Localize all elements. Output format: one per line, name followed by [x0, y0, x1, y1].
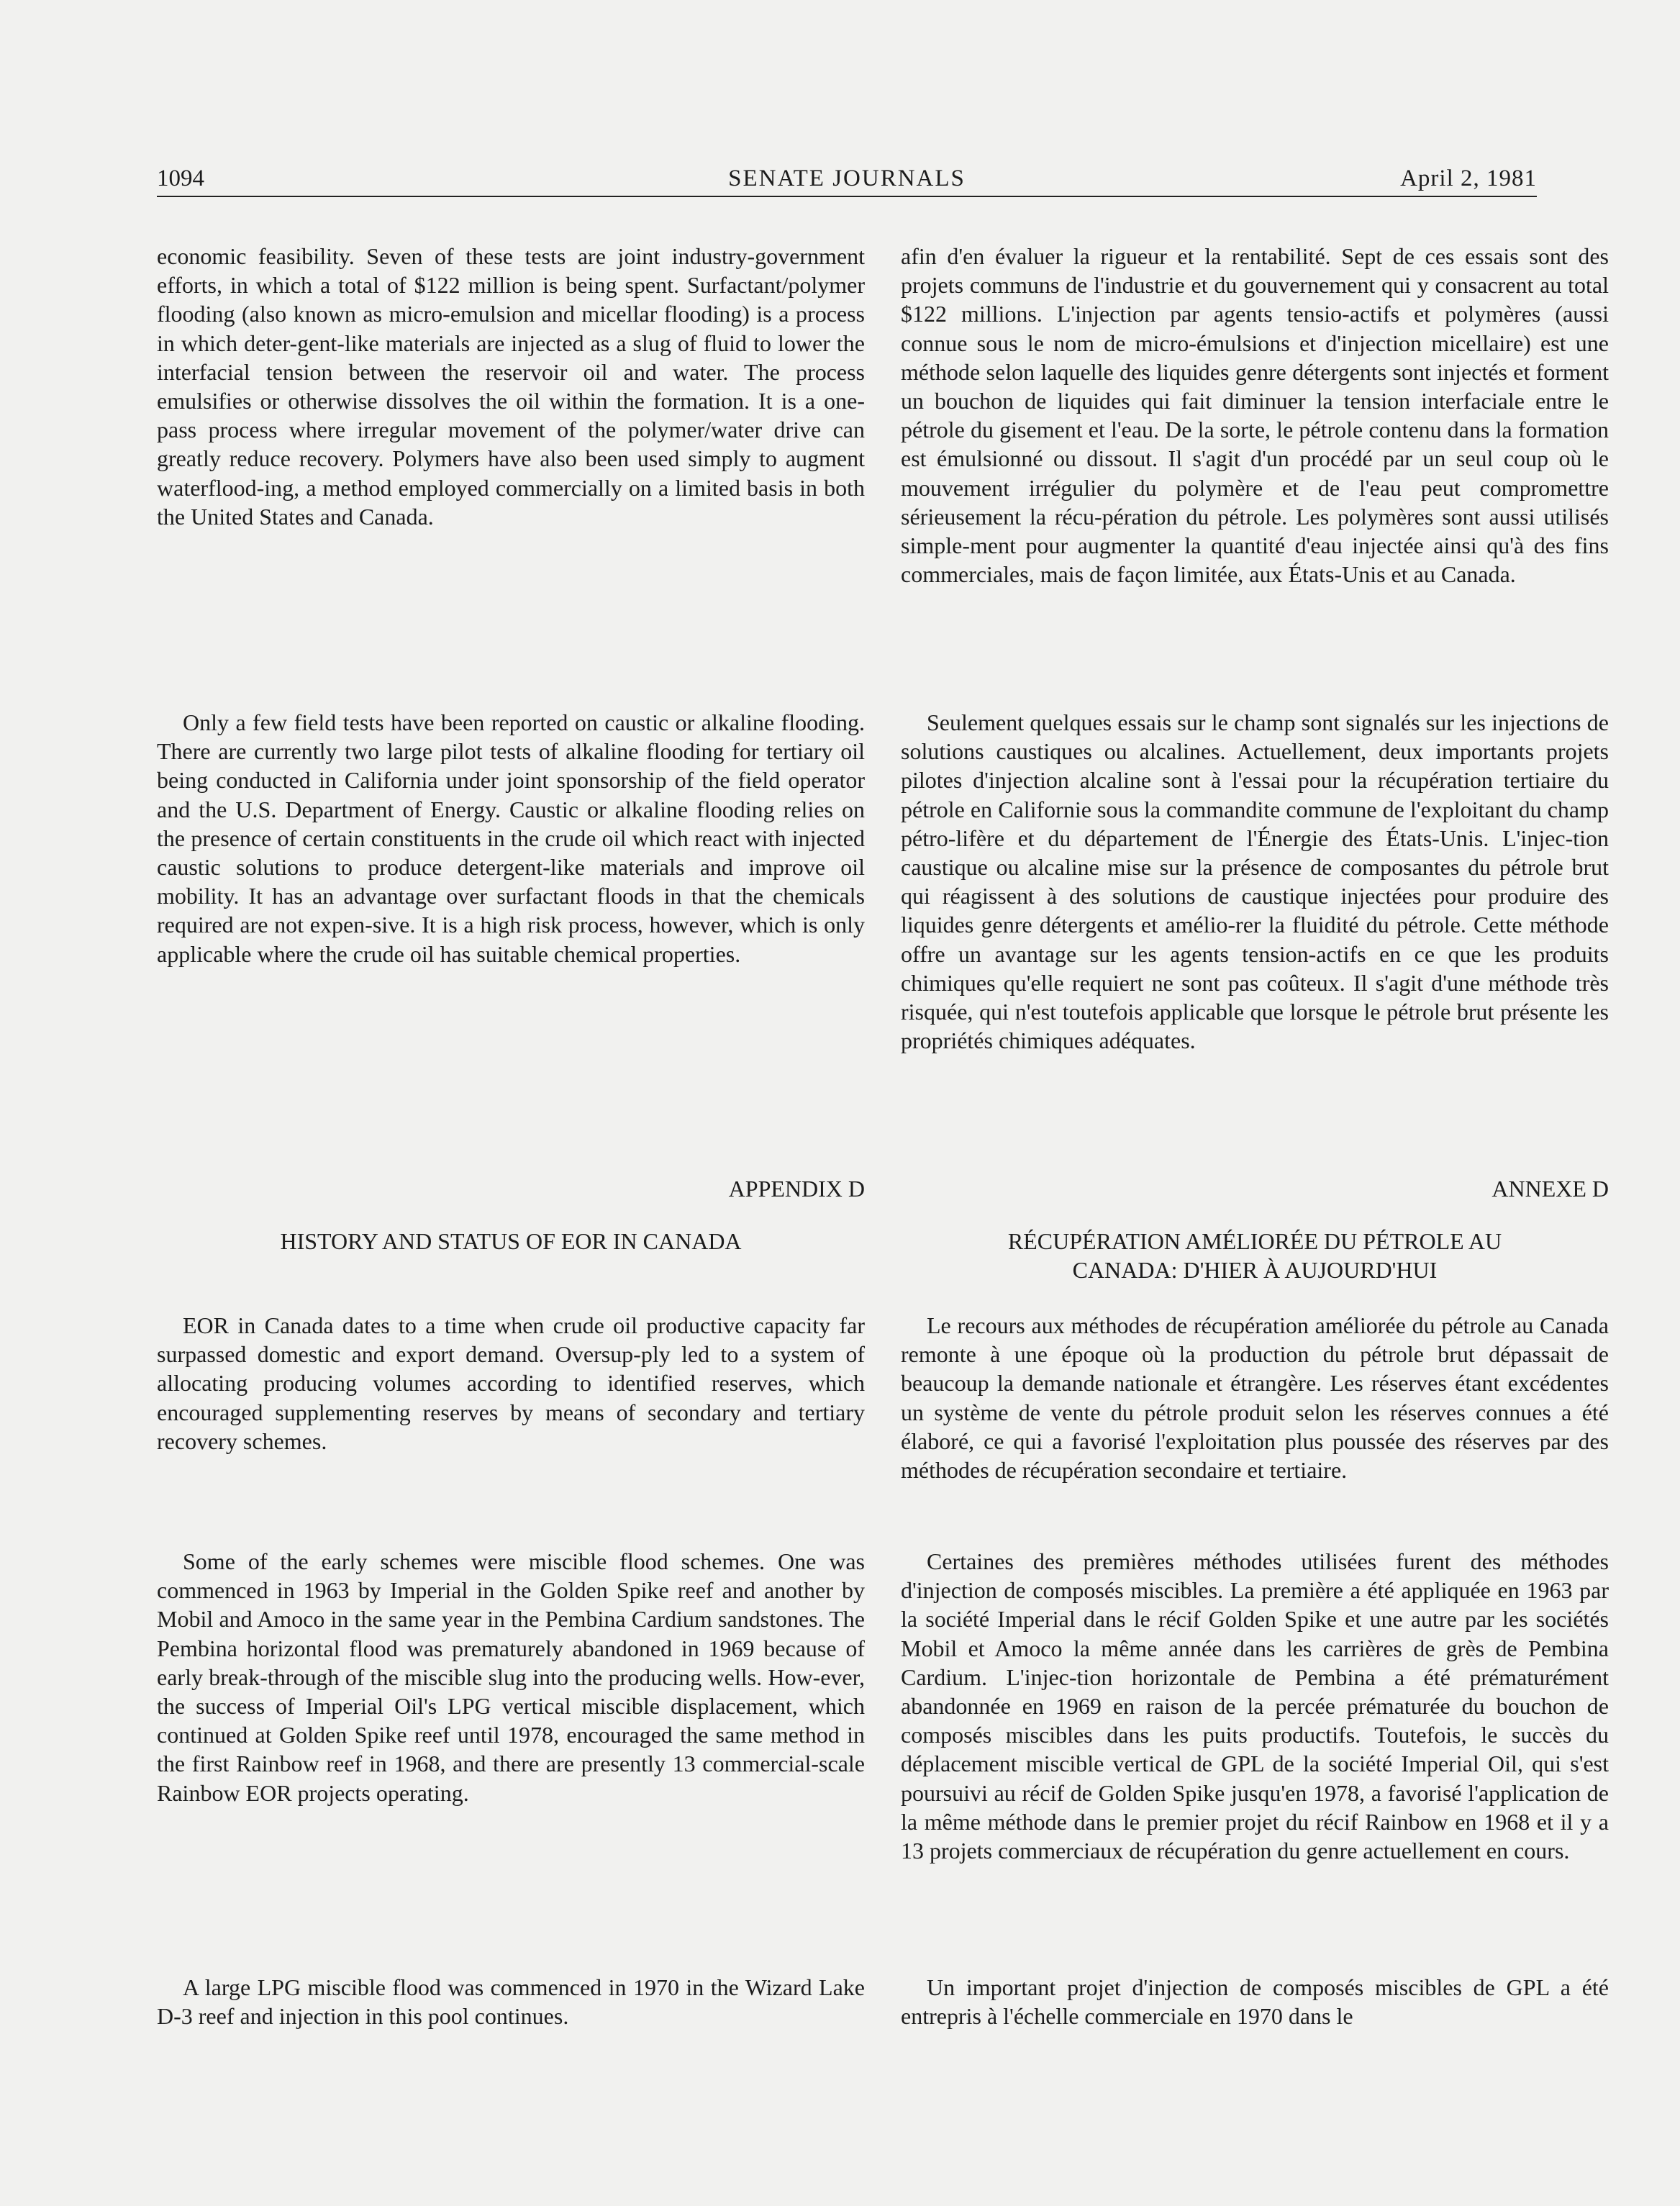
english-p4-block [157, 1547, 865, 1807]
appendix-label: APPENDIX D [728, 1176, 865, 1202]
header-rule [157, 196, 1537, 197]
french-paragraph: Le recours aux méthodes de récupération améliorée du pétrole au Canada remonte à une époque où la production du pétrole brut dépassait de beaucoup la demande nationale et étrangère. Les réserves étant excédentes un système de vente du pétrole produit selon les réserves connues a été élaboré, ce qui a favorisé l'exploitation plus poussée des réserves par des méthodes de récupération secondaire et tertiaire. [901, 1312, 1609, 1484]
appendix-title: HISTORY AND STATUS OF EOR IN CANADA [280, 1228, 742, 1254]
english-p5-block [157, 1973, 865, 2030]
page-number: 1094 [157, 165, 204, 191]
english-paragraph: Only a few field tests have been reported on caustic or alkaline flooding. There are currently two large pilot tests of alkaline flooding for tertiary oil being conducted in California under joint sponsorship of the field operator and the U.S. Department of Energy. Caustic or alkaline flooding relies on the presence of certain constituents in the crude oil which react with injected caustic solutions to produce detergent-like materials and improve oil mobility. It has an advantage over surfactant floods in that the chemicals required are not expen-sive. It is a high risk process, however, which is only applicable where the crude oil has suitable chemical properties. [157, 709, 865, 967]
english-appendix-title-block [157, 1227, 865, 1256]
french-paragraph: Seulement quelques essais sur le champ sont signalés sur les injections de solutions caustiques ou alcalines. Actuellement, deux importants projets pilotes d'injection alcaline sont à l'essai pour la récupération tertiaire du pétrole en Californie sous la commandite commune de l'exploitant du champ pétro-lifère et du département de l'Énergie des États-Unis. L'injec-tion caustique ou alcaline mise sur la présence de composantes du pétrole brut qui réagissent à des solutions de caustique injectées pour produire des liquides genre détergents et amélio-rer la fluidité du pétrole. Cette méthode offre un avantage sur les agents tension-actifs en ce que les produits chimiques qu'elle requiert ne sont pas coûteux. Il s'agit d'une méthode très risquée, qui n'est toutefois applicable que lorsque le pétrole brut présente les propriétés chimiques adéquates. [901, 709, 1609, 1054]
french-paragraph: Un important projet d'injection de composés miscibles de GPL a été entrepris à l'échelle commerciale en 1970 dans le [901, 1974, 1609, 2030]
english-p2-block [157, 708, 865, 968]
english-paragraph: Some of the early schemes were miscible flood schemes. One was commenced in 1963 by Imperial in the Golden Spike reef and another by Mobil and Amoco in the same year in the Pembina Cardium sandstones. The Pembina horizontal flood was prematurely abandoned in 1969 because of early break-through of the miscible slug into the producing wells. How-ever, the success of Imperial Oil's LPG vertical miscible displacement, which continued at Golden Spike reef until 1978, encouraged the same method in the first Rainbow reef in 1968, and there are presently 13 commercial-scale Rainbow EOR projects operating. [157, 1548, 865, 1806]
french-p3-block [901, 1311, 1609, 1484]
english-appendix-label-block [157, 1174, 865, 1203]
french-paragraph: Certaines des premières méthodes utilisées furent des méthodes d'injection de composés miscibles. La première a été appliquée en 1963 par la société Imperial dans le récif Golden Spike et une autre par les sociétés Mobil et Amoco la même année dans les carrières de grès de Pembina Cardium. L'injec-tion horizontale de Pembina a été prématurément abandonnée en 1969 en raison de la percée prématurée du bouchon de composés miscibles dans les puits productifs. Toutefois, le succès du déplacement miscible vertical de GPL de la société Imperial Oil, qui s'est poursuivi au récif de Golden Spike jusqu'en 1978, a favorisé l'application de la même méthode dans le premier projet du récif Rainbow en 1968 et il y a 13 projets commerciaux de récupération du genre actuellement en cours. [901, 1548, 1609, 1864]
french-p2-block [901, 708, 1609, 1055]
french-appendix-label-block [901, 1174, 1609, 1203]
french-p1-block [901, 242, 1609, 589]
french-p4-block [901, 1547, 1609, 1865]
french-appendix-title-block [901, 1227, 1609, 1284]
english-p1-block [157, 242, 865, 531]
english-paragraph: A large LPG miscible flood was commenced in 1970 in the Wizard Lake D-3 reef and injection in this pool continues. [157, 1974, 865, 2030]
journal-title: SENATE JOURNALS [728, 165, 966, 191]
english-p3-block [157, 1311, 865, 1456]
journal-date: April 2, 1981 [1400, 165, 1537, 191]
english-paragraph: economic feasibility. Seven of these tests are joint industry-government efforts, in which a total of $122 million is being spent. Surfactant/polymer flooding (also known as micro-emulsion and micellar flooding) is a process in which deter-gent-like materials are injected as a slug of fluid to lower the interfacial tension between the reservoir oil and water. The process emulsifies or otherwise dissolves the oil within the formation. It is a one-pass process where irregular movement of the polymer/water drive can greatly reduce recovery. Polymers have also been used simply to augment waterflood-ing, a method employed commercially on a limited basis in both the United States and Canada. [157, 243, 865, 530]
annexe-title-line1: RÉCUPÉRATION AMÉLIORÉE DU PÉTROLE AU [1007, 1228, 1502, 1254]
page-header [157, 163, 1537, 194]
annexe-title-line2: CANADA: D'HIER À AUJOURD'HUI [1072, 1257, 1438, 1283]
french-paragraph: afin d'en évaluer la rigueur et la rentabilité. Sept de ces essais sont des projets communs de l'industrie et du gouvernement qui y consacrent au total $122 millions. L'injection par agents tensio-actifs et polymères (aussi connue sous le nom de micro-émulsions et d'injection micellaire) est une méthode selon laquelle des liquides genre détergents sont injectés et forment un bouchon de liquides qui fait diminuer la tension interfaciale entre le pétrole du gisement et l'eau. De la sorte, le pétrole contenu dans la formation est émulsionné ou dissout. Il s'agit d'un procédé par un seul coup où le mouvement irrégulier du polymère et de l'eau peut compromettre sérieusement la récu-pération du pétrole. Les polymères sont aussi utilisés simple-ment pour augmenter la quantité d'eau injectée ainsi qu'à des fins commerciales, mais de façon limitée, aux États-Unis et au Canada. [901, 243, 1609, 588]
english-paragraph: EOR in Canada dates to a time when crude oil productive capacity far surpassed domestic and export demand. Oversup-ply led to a system of allocating producing volumes according to identified reserves, which encouraged supplementing reserves by means of secondary and tertiary recovery schemes. [157, 1312, 865, 1454]
annexe-label: ANNEXE D [1491, 1176, 1609, 1202]
french-p5-block [901, 1973, 1609, 2030]
